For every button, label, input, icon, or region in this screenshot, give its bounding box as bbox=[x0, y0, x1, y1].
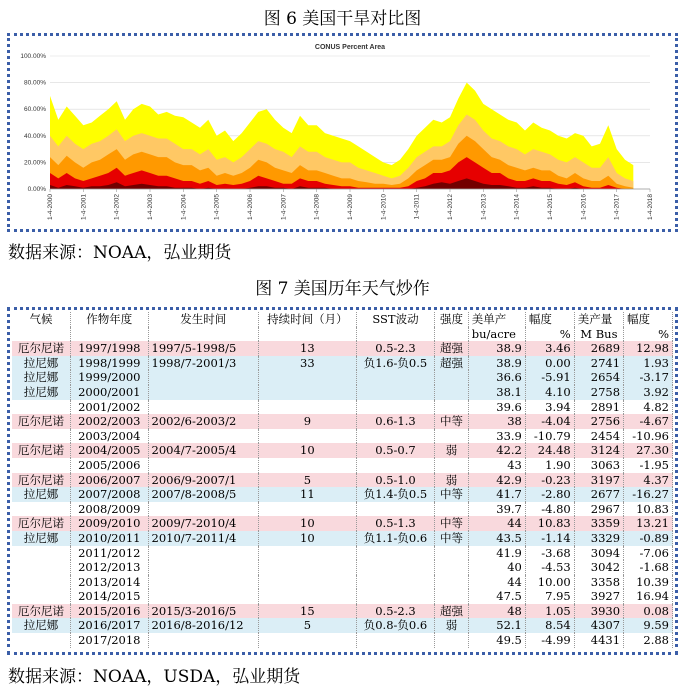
table-cell: 3197 bbox=[574, 473, 623, 488]
y-tick-label: 20.00% bbox=[23, 159, 46, 167]
table-cell: 2000/2001 bbox=[71, 385, 148, 400]
table-cell bbox=[435, 589, 468, 604]
table-cell: 2009/7-2010/4 bbox=[148, 516, 259, 531]
y-tick-label: 60.00% bbox=[23, 106, 46, 114]
table-row bbox=[12, 487, 673, 502]
x-tick-label: 1-4-2001 bbox=[80, 194, 88, 221]
table-cell: 0.5-0.7 bbox=[356, 443, 435, 458]
table-cell: 2004/7-2005/4 bbox=[148, 443, 259, 458]
table-cell bbox=[148, 589, 259, 604]
table-cell bbox=[356, 575, 435, 590]
table-cell: 39.6 bbox=[468, 400, 525, 415]
table-cell: 厄尔尼诺 bbox=[12, 473, 71, 488]
table-cell bbox=[259, 400, 357, 415]
table-cell: 2891 bbox=[574, 400, 623, 415]
table-cell: 41.7 bbox=[468, 487, 525, 502]
table-cell: 8.54 bbox=[525, 618, 574, 633]
x-tick-label: 1-4-2008 bbox=[313, 194, 321, 221]
unit-cell bbox=[71, 327, 148, 342]
table-cell: 负1.6-负0.5 bbox=[356, 356, 435, 371]
table-cell bbox=[148, 575, 259, 590]
table-cell bbox=[435, 546, 468, 561]
table-cell: 2.88 bbox=[624, 633, 673, 648]
x-tick-label: 1-4-2004 bbox=[180, 194, 188, 221]
unit-cell: % bbox=[525, 327, 574, 342]
table-cell: 0.08 bbox=[624, 604, 673, 619]
table-cell: 38.1 bbox=[468, 385, 525, 400]
table-cell: 44 bbox=[468, 575, 525, 590]
table-cell: 弱 bbox=[435, 443, 468, 458]
table-unit-row bbox=[12, 327, 673, 342]
table-cell: 2005/2006 bbox=[71, 458, 148, 473]
table-cell bbox=[12, 560, 71, 575]
table-cell: 3063 bbox=[574, 458, 623, 473]
table-cell bbox=[259, 385, 357, 400]
table-cell: 2016/2017 bbox=[71, 618, 148, 633]
table-cell bbox=[148, 458, 259, 473]
table-cell: 4431 bbox=[574, 633, 623, 648]
x-tick-label: 1-4-2000 bbox=[47, 194, 54, 221]
table-cell: 负1.4-负0.5 bbox=[356, 487, 435, 502]
weather-hype-table bbox=[12, 312, 673, 648]
table-cell: 38.9 bbox=[468, 341, 525, 356]
table-cell: 负0.8-负0.6 bbox=[356, 618, 435, 633]
table-cell bbox=[148, 385, 259, 400]
table-row bbox=[12, 414, 673, 429]
table-cell: 2654 bbox=[574, 370, 623, 385]
x-tick-label: 1-4-2015 bbox=[547, 194, 554, 221]
table-cell: 42.9 bbox=[468, 473, 525, 488]
table-cell: -4.67 bbox=[624, 414, 673, 429]
table-cell: 拉尼娜 bbox=[12, 618, 71, 633]
x-tick-label: 1-4-2003 bbox=[147, 194, 154, 221]
table-row bbox=[12, 341, 673, 356]
x-tick-label: 1-4-2013 bbox=[480, 194, 488, 221]
table-cell bbox=[435, 458, 468, 473]
table-cell bbox=[435, 385, 468, 400]
table-cell: 15 bbox=[259, 604, 357, 619]
table-cell bbox=[435, 633, 468, 648]
table-cell: -4.80 bbox=[525, 502, 574, 517]
unit-cell: % bbox=[624, 327, 673, 342]
table-cell: 10.39 bbox=[624, 575, 673, 590]
table-cell: 厄尔尼诺 bbox=[12, 414, 71, 429]
table-cell bbox=[356, 502, 435, 517]
table-cell: 1.05 bbox=[525, 604, 574, 619]
unit-cell: M Bus bbox=[574, 327, 623, 342]
table-cell: 41.9 bbox=[468, 546, 525, 561]
table-cell: 2758 bbox=[574, 385, 623, 400]
unit-cell: bu/acre bbox=[468, 327, 525, 342]
table-cell: 10.83 bbox=[624, 502, 673, 517]
table-cell: 2003/2004 bbox=[71, 429, 148, 444]
table-cell: -4.99 bbox=[525, 633, 574, 648]
table-row bbox=[12, 589, 673, 604]
header-yield-change: 幅度 bbox=[525, 312, 574, 327]
table-cell: 2014/2015 bbox=[71, 589, 148, 604]
table-row bbox=[12, 356, 673, 371]
table-cell bbox=[259, 546, 357, 561]
table-cell: -3.68 bbox=[525, 546, 574, 561]
table-cell: 2756 bbox=[574, 414, 623, 429]
table-cell: 2002/6-2003/2 bbox=[148, 414, 259, 429]
table-cell: 9 bbox=[259, 414, 357, 429]
table-cell: 3.94 bbox=[525, 400, 574, 415]
table-row bbox=[12, 443, 673, 458]
table-cell: 中等 bbox=[435, 516, 468, 531]
table-cell bbox=[148, 560, 259, 575]
table-row bbox=[12, 473, 673, 488]
table-cell: 中等 bbox=[435, 487, 468, 502]
table-cell: 2006/2007 bbox=[71, 473, 148, 488]
figure-6-source: 数据来源：NOAA，弘业期货 bbox=[8, 243, 232, 263]
table-header-row bbox=[12, 312, 673, 327]
table-cell: 3930 bbox=[574, 604, 623, 619]
table-cell bbox=[259, 502, 357, 517]
table-cell: -0.23 bbox=[525, 473, 574, 488]
table-cell: 4.10 bbox=[525, 385, 574, 400]
table-cell: 负1.1-负0.6 bbox=[356, 531, 435, 546]
table-cell bbox=[259, 575, 357, 590]
table-cell bbox=[148, 502, 259, 517]
x-tick-label: 1-4-2011 bbox=[413, 194, 421, 220]
table-cell: -1.95 bbox=[624, 458, 673, 473]
header-climate: 气候 bbox=[12, 312, 71, 327]
table-cell bbox=[12, 546, 71, 561]
table-cell: 47.5 bbox=[468, 589, 525, 604]
table-cell: 3358 bbox=[574, 575, 623, 590]
table-cell bbox=[435, 575, 468, 590]
table-cell: 10.83 bbox=[525, 516, 574, 531]
table-cell: 2007/8-2008/5 bbox=[148, 487, 259, 502]
table-cell: 0.6-1.3 bbox=[356, 414, 435, 429]
table-cell: 11 bbox=[259, 487, 357, 502]
table-cell bbox=[259, 589, 357, 604]
table-row bbox=[12, 604, 673, 619]
table-cell: 5 bbox=[259, 473, 357, 488]
table-cell: 1997/5-1998/5 bbox=[148, 341, 259, 356]
table-cell: 弱 bbox=[435, 473, 468, 488]
table-row bbox=[12, 633, 673, 648]
table-row bbox=[12, 531, 673, 546]
table-cell bbox=[435, 429, 468, 444]
table-cell: 2001/2002 bbox=[71, 400, 148, 415]
table-cell: 2011/2012 bbox=[71, 546, 148, 561]
table-cell: 40 bbox=[468, 560, 525, 575]
table-cell: 2013/2014 bbox=[71, 575, 148, 590]
table-cell bbox=[148, 370, 259, 385]
drought-area-chart bbox=[10, 36, 675, 229]
table-cell: 超强 bbox=[435, 604, 468, 619]
table-cell: 38 bbox=[468, 414, 525, 429]
table-row bbox=[12, 618, 673, 633]
table-cell: 3124 bbox=[574, 443, 623, 458]
unit-cell bbox=[435, 327, 468, 342]
header-production: 美产量 bbox=[574, 312, 623, 327]
table-cell: 4307 bbox=[574, 618, 623, 633]
table-cell: 2454 bbox=[574, 429, 623, 444]
table-cell: -0.89 bbox=[624, 531, 673, 546]
table-cell: 超强 bbox=[435, 356, 468, 371]
table-cell: 13 bbox=[259, 341, 357, 356]
table-cell bbox=[259, 560, 357, 575]
table-cell bbox=[356, 633, 435, 648]
header-sst: SST波动 bbox=[356, 312, 435, 327]
table-cell: 3.92 bbox=[624, 385, 673, 400]
unit-cell bbox=[148, 327, 259, 342]
table-cell: 4.37 bbox=[624, 473, 673, 488]
table-cell: 2689 bbox=[574, 341, 623, 356]
x-tick-label: 1-4-2012 bbox=[447, 194, 454, 221]
table-cell: 44 bbox=[468, 516, 525, 531]
table-cell bbox=[12, 429, 71, 444]
table-cell bbox=[148, 546, 259, 561]
table-cell: 42.2 bbox=[468, 443, 525, 458]
weather-table-frame bbox=[7, 307, 678, 655]
table-row bbox=[12, 458, 673, 473]
table-cell bbox=[356, 429, 435, 444]
table-cell: 2677 bbox=[574, 487, 623, 502]
table-cell: 3.46 bbox=[525, 341, 574, 356]
table-cell: 2012/2013 bbox=[71, 560, 148, 575]
table-cell: 43 bbox=[468, 458, 525, 473]
unit-cell bbox=[12, 327, 71, 342]
table-cell: 厄尔尼诺 bbox=[12, 341, 71, 356]
y-tick-label: 40.00% bbox=[23, 132, 46, 140]
table-cell: 43.5 bbox=[468, 531, 525, 546]
figure-7-source: 数据来源：NOAA，USDA，弘业期货 bbox=[8, 667, 301, 687]
table-cell bbox=[12, 575, 71, 590]
unit-cell bbox=[259, 327, 357, 342]
table-cell: 拉尼娜 bbox=[12, 487, 71, 502]
table-row bbox=[12, 370, 673, 385]
table-cell: 10.00 bbox=[525, 575, 574, 590]
table-cell: 厄尔尼诺 bbox=[12, 516, 71, 531]
table-cell bbox=[356, 458, 435, 473]
table-cell: -16.27 bbox=[624, 487, 673, 502]
table-cell: -10.96 bbox=[624, 429, 673, 444]
table-cell bbox=[148, 633, 259, 648]
table-cell: 9.59 bbox=[624, 618, 673, 633]
table-cell bbox=[148, 400, 259, 415]
table-cell: -10.79 bbox=[525, 429, 574, 444]
table-row bbox=[12, 502, 673, 517]
table-cell: 2017/2018 bbox=[71, 633, 148, 648]
drought-chart-frame bbox=[7, 33, 678, 232]
table-cell: -3.17 bbox=[624, 370, 673, 385]
table-cell: 2967 bbox=[574, 502, 623, 517]
table-row bbox=[12, 429, 673, 444]
table-cell: -4.53 bbox=[525, 560, 574, 575]
table-cell: 弱 bbox=[435, 618, 468, 633]
table-cell: 0.5-2.3 bbox=[356, 604, 435, 619]
table-cell: -7.06 bbox=[624, 546, 673, 561]
table-cell: 3329 bbox=[574, 531, 623, 546]
x-tick-label: 1-4-2006 bbox=[247, 194, 254, 221]
table-cell: 厄尔尼诺 bbox=[12, 604, 71, 619]
table-cell: 2010/2011 bbox=[71, 531, 148, 546]
chart-title: CONUS Percent Area bbox=[314, 44, 386, 51]
table-cell: 拉尼娜 bbox=[12, 385, 71, 400]
table-cell bbox=[12, 502, 71, 517]
table-cell: 36.6 bbox=[468, 370, 525, 385]
table-cell bbox=[356, 546, 435, 561]
table-cell: 1997/1998 bbox=[71, 341, 148, 356]
table-cell bbox=[12, 633, 71, 648]
header-duration: 持续时间（月） bbox=[259, 312, 357, 327]
table-cell: 2006/9-2007/1 bbox=[148, 473, 259, 488]
table-cell: 16.94 bbox=[624, 589, 673, 604]
table-cell: 中等 bbox=[435, 414, 468, 429]
table-cell bbox=[356, 385, 435, 400]
table-cell: -1.68 bbox=[624, 560, 673, 575]
table-cell: 2015/3-2016/5 bbox=[148, 604, 259, 619]
x-tick-label: 1-4-2007 bbox=[280, 194, 288, 221]
table-cell: 2002/2003 bbox=[71, 414, 148, 429]
table-cell: 2009/2010 bbox=[71, 516, 148, 531]
header-yield: 美单产 bbox=[468, 312, 525, 327]
table-row bbox=[12, 400, 673, 415]
figure-7-title: 图 7 美国历年天气炒作 bbox=[255, 279, 430, 299]
table-cell bbox=[435, 400, 468, 415]
table-cell: 3359 bbox=[574, 516, 623, 531]
table-cell: 38.9 bbox=[468, 356, 525, 371]
table-row bbox=[12, 385, 673, 400]
table-cell bbox=[259, 429, 357, 444]
table-cell: 1998/1999 bbox=[71, 356, 148, 371]
table-cell: 7.95 bbox=[525, 589, 574, 604]
table-row bbox=[12, 516, 673, 531]
table-cell: 52.1 bbox=[468, 618, 525, 633]
x-tick-label: 1-4-2010 bbox=[380, 194, 388, 221]
table-cell: 33 bbox=[259, 356, 357, 371]
table-cell bbox=[356, 589, 435, 604]
table-cell bbox=[12, 400, 71, 415]
figure-6-title: 图 6 美国干旱对比图 bbox=[263, 9, 422, 29]
header-intensity: 强度 bbox=[435, 312, 468, 327]
table-cell: 厄尔尼诺 bbox=[12, 443, 71, 458]
table-cell bbox=[435, 560, 468, 575]
table-cell: 拉尼娜 bbox=[12, 356, 71, 371]
table-cell: 33.9 bbox=[468, 429, 525, 444]
table-cell: -1.14 bbox=[525, 531, 574, 546]
table-cell: 0.5-1.0 bbox=[356, 473, 435, 488]
table-cell bbox=[435, 370, 468, 385]
unit-cell bbox=[356, 327, 435, 342]
table-cell: -5.91 bbox=[525, 370, 574, 385]
table-cell: 中等 bbox=[435, 531, 468, 546]
table-cell: -4.04 bbox=[525, 414, 574, 429]
y-tick-label: 80.00% bbox=[23, 79, 46, 87]
x-tick-label: 1-4-2016 bbox=[580, 194, 588, 221]
table-cell: 2015/2016 bbox=[71, 604, 148, 619]
table-cell: 2004/2005 bbox=[71, 443, 148, 458]
header-crop-year: 作物年度 bbox=[71, 312, 148, 327]
table-cell: 拉尼娜 bbox=[12, 370, 71, 385]
table-cell: 0.5-1.3 bbox=[356, 516, 435, 531]
table-cell: 3042 bbox=[574, 560, 623, 575]
table-cell: 1.90 bbox=[525, 458, 574, 473]
y-tick-label: 100.00% bbox=[20, 53, 46, 60]
table-cell bbox=[356, 400, 435, 415]
table-cell bbox=[356, 560, 435, 575]
table-cell: 1.93 bbox=[624, 356, 673, 371]
table-cell: 超强 bbox=[435, 341, 468, 356]
table-cell: 5 bbox=[259, 618, 357, 633]
x-tick-label: 1-4-2002 bbox=[113, 194, 121, 221]
table-cell: 2007/2008 bbox=[71, 487, 148, 502]
table-cell bbox=[259, 458, 357, 473]
header-period: 发生时间 bbox=[148, 312, 259, 327]
table-cell bbox=[12, 589, 71, 604]
table-cell bbox=[12, 458, 71, 473]
table-cell: 1998/7-2001/3 bbox=[148, 356, 259, 371]
table-cell bbox=[259, 633, 357, 648]
y-tick-label: 0.00% bbox=[27, 186, 46, 193]
table-cell bbox=[148, 429, 259, 444]
x-tick-label: 1-4-2017 bbox=[613, 194, 621, 221]
table-cell: -2.80 bbox=[525, 487, 574, 502]
x-tick-label: 1-4-2005 bbox=[213, 194, 221, 221]
table-cell: 2016/8-2016/12 bbox=[148, 618, 259, 633]
header-production-change: 幅度 bbox=[624, 312, 673, 327]
table-cell: 13.21 bbox=[624, 516, 673, 531]
table-cell: 拉尼娜 bbox=[12, 531, 71, 546]
table-cell: 1999/2000 bbox=[71, 370, 148, 385]
table-cell: 24.48 bbox=[525, 443, 574, 458]
table-cell: 27.30 bbox=[624, 443, 673, 458]
table-cell: 48 bbox=[468, 604, 525, 619]
x-tick-label: 1-4-2018 bbox=[647, 194, 654, 221]
table-cell: 2008/2009 bbox=[71, 502, 148, 517]
table-cell: 4.82 bbox=[624, 400, 673, 415]
table-cell: 2010/7-2011/4 bbox=[148, 531, 259, 546]
table-cell: 39.7 bbox=[468, 502, 525, 517]
table-cell: 3927 bbox=[574, 589, 623, 604]
table-cell: 2741 bbox=[574, 356, 623, 371]
table-cell: 10 bbox=[259, 443, 357, 458]
table-row bbox=[12, 575, 673, 590]
table-cell: 10 bbox=[259, 516, 357, 531]
table-cell bbox=[435, 502, 468, 517]
table-cell: 0.5-2.3 bbox=[356, 341, 435, 356]
table-cell: 12.98 bbox=[624, 341, 673, 356]
table-cell: 10 bbox=[259, 531, 357, 546]
table-cell: 0.00 bbox=[525, 356, 574, 371]
x-tick-label: 1-4-2014 bbox=[513, 194, 521, 221]
x-tick-label: 1-4-2009 bbox=[347, 194, 354, 221]
table-cell bbox=[356, 370, 435, 385]
table-cell: 3094 bbox=[574, 546, 623, 561]
table-row bbox=[12, 546, 673, 561]
table-cell bbox=[259, 370, 357, 385]
table-row bbox=[12, 560, 673, 575]
table-cell: 49.5 bbox=[468, 633, 525, 648]
